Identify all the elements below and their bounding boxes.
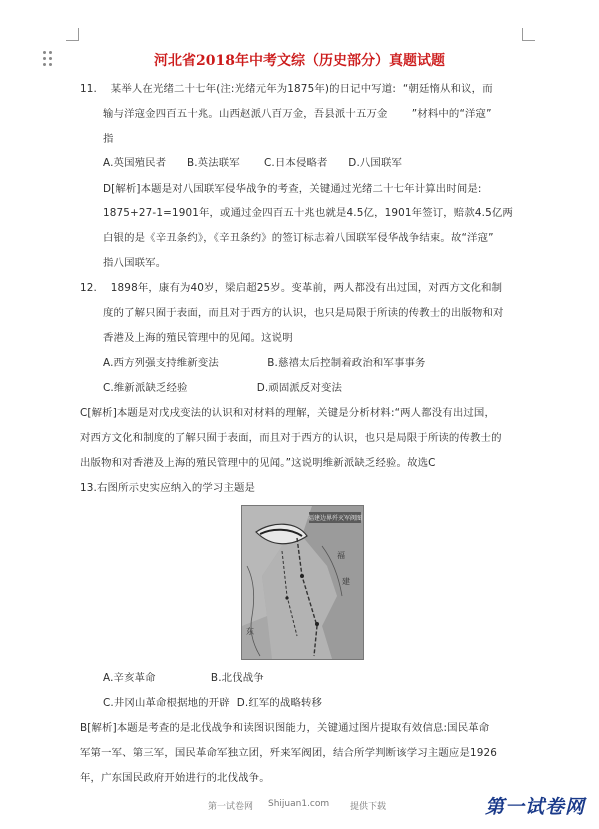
q13-analysis-line-2: 军第一军、第三军，国民革命军独立团，歼来军阀团，结合所学判断该学习主题应是1926 — [80, 747, 498, 759]
q13-options-1: A.辛亥革命 B.北伐战争 — [103, 672, 264, 684]
q12-stem-line-2: 度的了解只囿于表面，而且对于西方的认识，也只是局限于所读的传教士的出版物和对 — [103, 307, 504, 319]
q12-analysis-line-1: C[解析]本题是对戊戌变法的认识和对材料的理解，关键是分析材料:“两人都没有出过国， — [80, 407, 495, 419]
site-logo: 第一试卷网 — [485, 796, 586, 818]
q13-stem: 13.右图所示史实应纳入的学习主题是 — [80, 482, 256, 494]
map-title: 福建边界歼灭军阀图 — [307, 515, 363, 522]
map-label-fu: 福 — [337, 551, 345, 560]
q11-stem-line-2: 输与洋寇金四百五十兆。山西赵派八百万金，吾县派十五万金 ”材料中的“洋寇” — [103, 108, 492, 120]
q12-stem-line-3: 香港及上海的殖民管理中的见闻。这说明 — [103, 332, 293, 344]
q12-options-1: A.西方列强支持维新变法 B.慈禧太后控制着政治和军事事务 — [103, 357, 426, 369]
q11-analysis-line-2: 1875+27-1=1901年，或通过金四百五十兆也就是4.5亿，1901年签订，赔款4.5亿两 — [103, 207, 513, 219]
map-label-jian: 建 — [342, 577, 350, 586]
q13-options-2: C.井冈山革命根据地的开辟 D.红军的战略转移 — [103, 697, 323, 709]
footer-center: Shijuan1.com — [268, 799, 330, 809]
q11-options: A.英国殖民者 B.英法联军 C.日本侵略者 D.八国联军 — [103, 157, 403, 169]
q13-analysis-line-1: B[解析]本题是考查的是北伐战争和读图识图能力，关键通过图片提取有效信息:国民革命 — [80, 722, 490, 734]
q11-stem-line-3: 指 — [103, 133, 114, 145]
map-label-dong: 东 — [246, 627, 254, 636]
q12-stem-line-1: 12. 1898年，康有为40岁，梁启超25岁。变革前，两人都没有出过国，对西方文化和制 — [80, 282, 503, 294]
q13-analysis-line-3: 年，广东国民政府开始进行的北伐战争。 — [80, 772, 270, 784]
q11-analysis-line-4: 指八国联军。 — [103, 257, 167, 269]
q12-options-2: C.维新派缺乏经验 D.顽固派反对变法 — [103, 382, 343, 394]
q12-analysis-line-2: 对西方文化和制度的了解只囿于表面，而且对于西方的认识，也只是局限于所读的传教士的 — [80, 432, 502, 444]
crop-mark-top-right — [522, 28, 535, 41]
q11-analysis-line-3: 白银的是《辛丑条约》，《辛丑条约》的签订标志着八国联军侵华战争结束。故“洋寇” — [103, 232, 494, 244]
q11-analysis-line-1: D[解析]本题是对八国联军侵华战争的考查，关键通过光绪二十七年计算出时间是: — [103, 183, 482, 195]
q12-analysis-line-3: 出版物和对香港及上海的殖民管理中的见闻。”这说明维新派缺乏经验。故选C — [80, 457, 436, 469]
q11-stem-line-1: 11. 某举人在光绪二十七年(注:光绪元年为1875年)的日记中写道: “朝廷惰从和议，而 — [80, 83, 493, 95]
crop-mark-top-left — [66, 28, 79, 41]
northern-expedition-map — [241, 505, 364, 660]
footer-left: 第一试卷网 — [208, 802, 254, 812]
footer-right: 提供下载 — [350, 802, 387, 812]
document-title: 河北省2018年中考文综（历史部分）真题试题 — [154, 53, 445, 69]
